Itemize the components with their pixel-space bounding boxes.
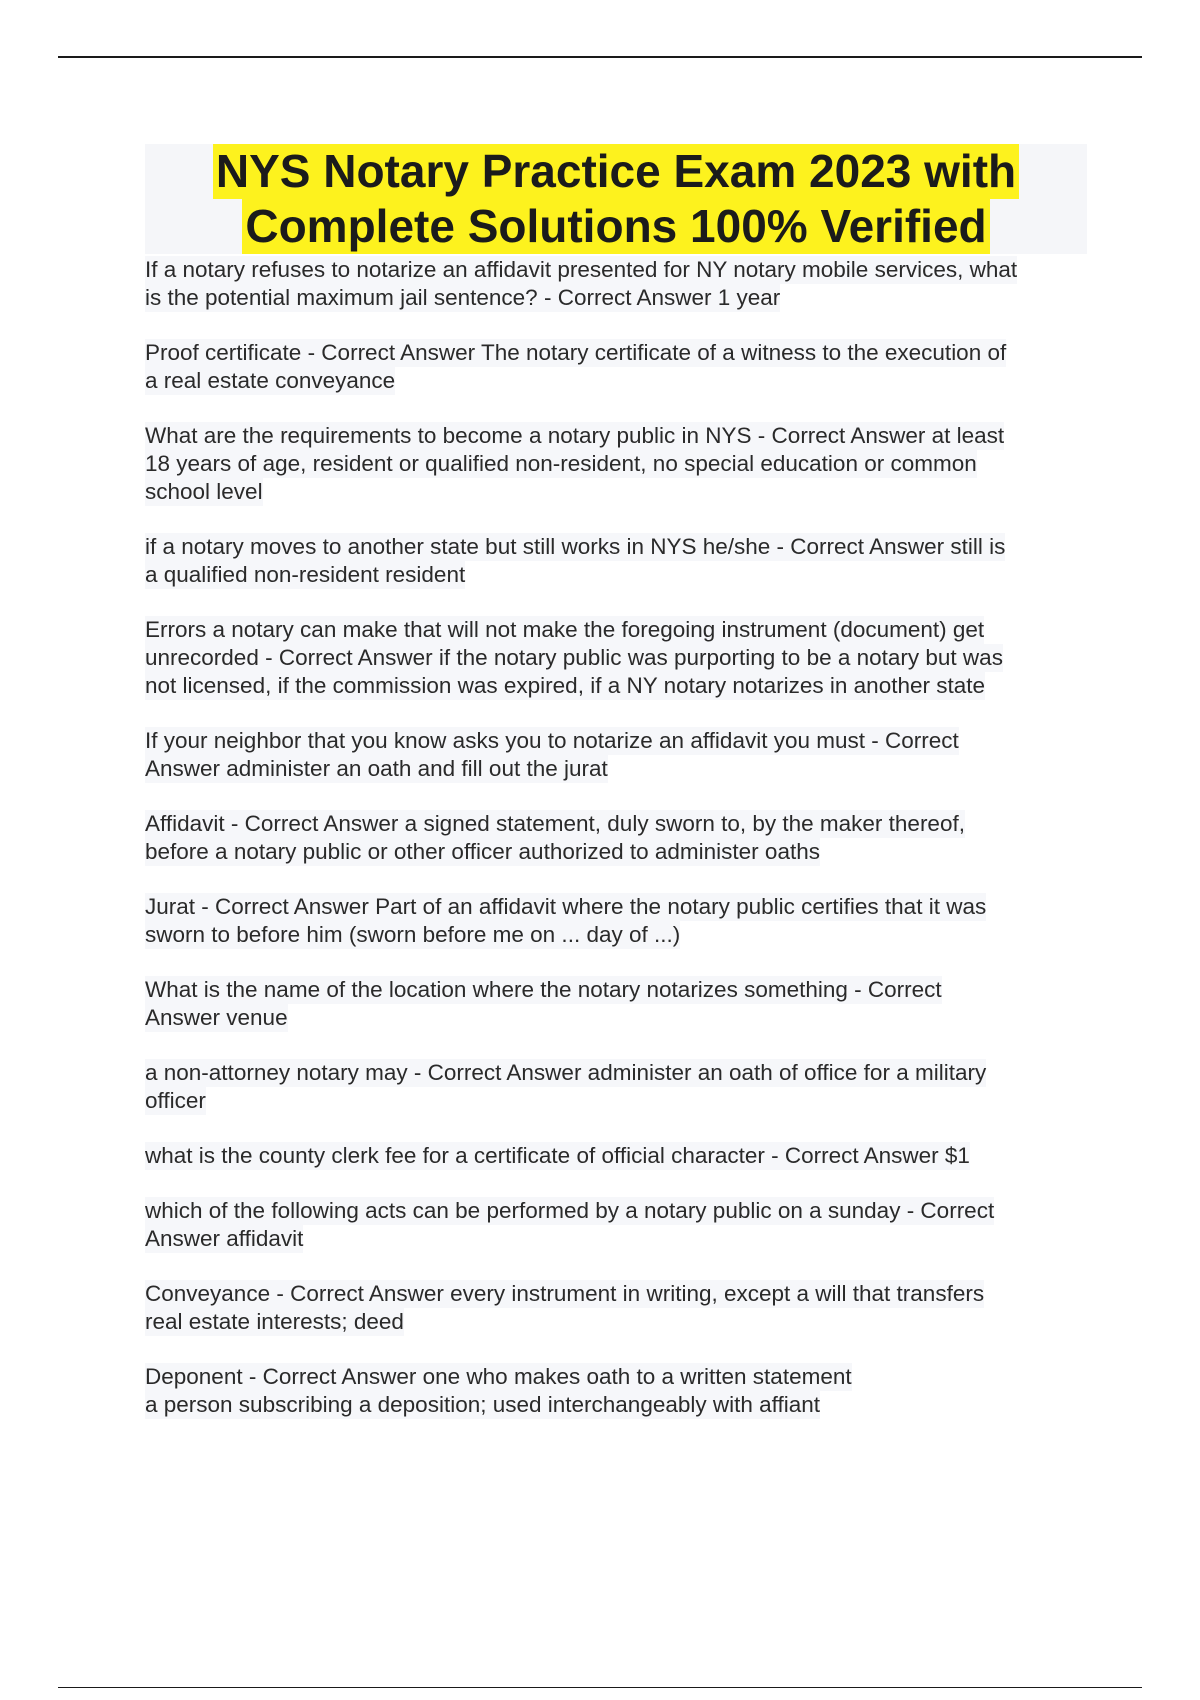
qa-item [145, 727, 1085, 783]
qa-text-line: Jurat - Correct Answer Part of an affidavit where the notary public certifies that it was [145, 894, 987, 919]
qa-item [145, 1059, 1085, 1115]
qa-text-line: officer [145, 1088, 206, 1113]
qa-list [145, 256, 1085, 1446]
qa-text-line: a real estate conveyance [145, 368, 396, 393]
qa-text-line: school level [145, 479, 263, 504]
qa-item [145, 339, 1085, 395]
qa-text-line: Answer administer an oath and fill out the jurat [145, 756, 608, 781]
qa-item [145, 810, 1085, 866]
qa-text-line: 18 years of age, resident or qualified non-resident, no special education or common [145, 451, 977, 476]
qa-text-line: real estate interests; deed [145, 1309, 404, 1334]
qa-text-line: if a notary moves to another state but still works in NYS he/she - Correct Answer still is [145, 534, 1006, 559]
qa-item [145, 1142, 1085, 1170]
qa-text-line: what is the county clerk fee for a certificate of official character - Correct Answer $1 [145, 1143, 970, 1168]
qa-text-line: a qualified non-resident resident [145, 562, 466, 587]
qa-text-line: Answer affidavit [145, 1226, 304, 1251]
document-title [145, 144, 1087, 254]
qa-text-line: Conveyance - Correct Answer every instrument in writing, except a will that transfers [145, 1281, 985, 1306]
bottom-rule [58, 1687, 1142, 1688]
qa-text-line: a non-attorney notary may - Correct Answer administer an oath of office for a military [145, 1060, 987, 1085]
qa-text-line: Deponent - Correct Answer one who makes oath to a written statement [145, 1364, 852, 1389]
qa-text-line: If your neighbor that you know asks you to notarize an affidavit you must - Correct [145, 728, 959, 753]
qa-text-line: Errors a notary can make that will not make the foregoing instrument (document) get [145, 617, 985, 642]
qa-item [145, 976, 1085, 1032]
qa-text-line: not licensed, if the commission was expired, if a NY notary notarizes in another state [145, 673, 986, 698]
top-rule [58, 56, 1142, 58]
qa-item [145, 1197, 1085, 1253]
qa-text-line: a person subscribing a deposition; used interchangeably with affiant [145, 1392, 821, 1417]
qa-item [145, 1280, 1085, 1336]
qa-text-line: sworn to before him (sworn before me on ... day of ...) [145, 922, 681, 947]
qa-text-line: Proof certificate - Correct Answer The notary certificate of a witness to the execution of [145, 340, 1007, 365]
qa-item [145, 256, 1085, 312]
qa-text-line: which of the following acts can be performed by a notary public on a sunday - Correct [145, 1198, 995, 1223]
title-line-1: NYS Notary Practice Exam 2023 with [213, 144, 1019, 199]
qa-text-line: before a notary public or other officer authorized to administer oaths [145, 839, 820, 864]
qa-item [145, 1363, 1085, 1419]
qa-text-line: What are the requirements to become a notary public in NYS - Correct Answer at least [145, 423, 1005, 448]
qa-item [145, 422, 1085, 506]
qa-text-line: If a notary refuses to notarize an affidavit presented for NY notary mobile services, what [145, 257, 1018, 282]
qa-text-line: is the potential maximum jail sentence? - Correct Answer 1 year [145, 285, 781, 310]
qa-text-line: Answer venue [145, 1005, 288, 1030]
qa-text-line: Affidavit - Correct Answer a signed statement, duly sworn to, by the maker thereof, [145, 811, 965, 836]
qa-text-line: unrecorded - Correct Answer if the notary public was purporting to be a notary but was [145, 645, 1003, 670]
qa-text-line: What is the name of the location where the notary notarizes something - Correct [145, 977, 942, 1002]
qa-item [145, 616, 1085, 700]
qa-item [145, 893, 1085, 949]
qa-item [145, 533, 1085, 589]
title-line-2: Complete Solutions 100% Verified [242, 199, 989, 254]
